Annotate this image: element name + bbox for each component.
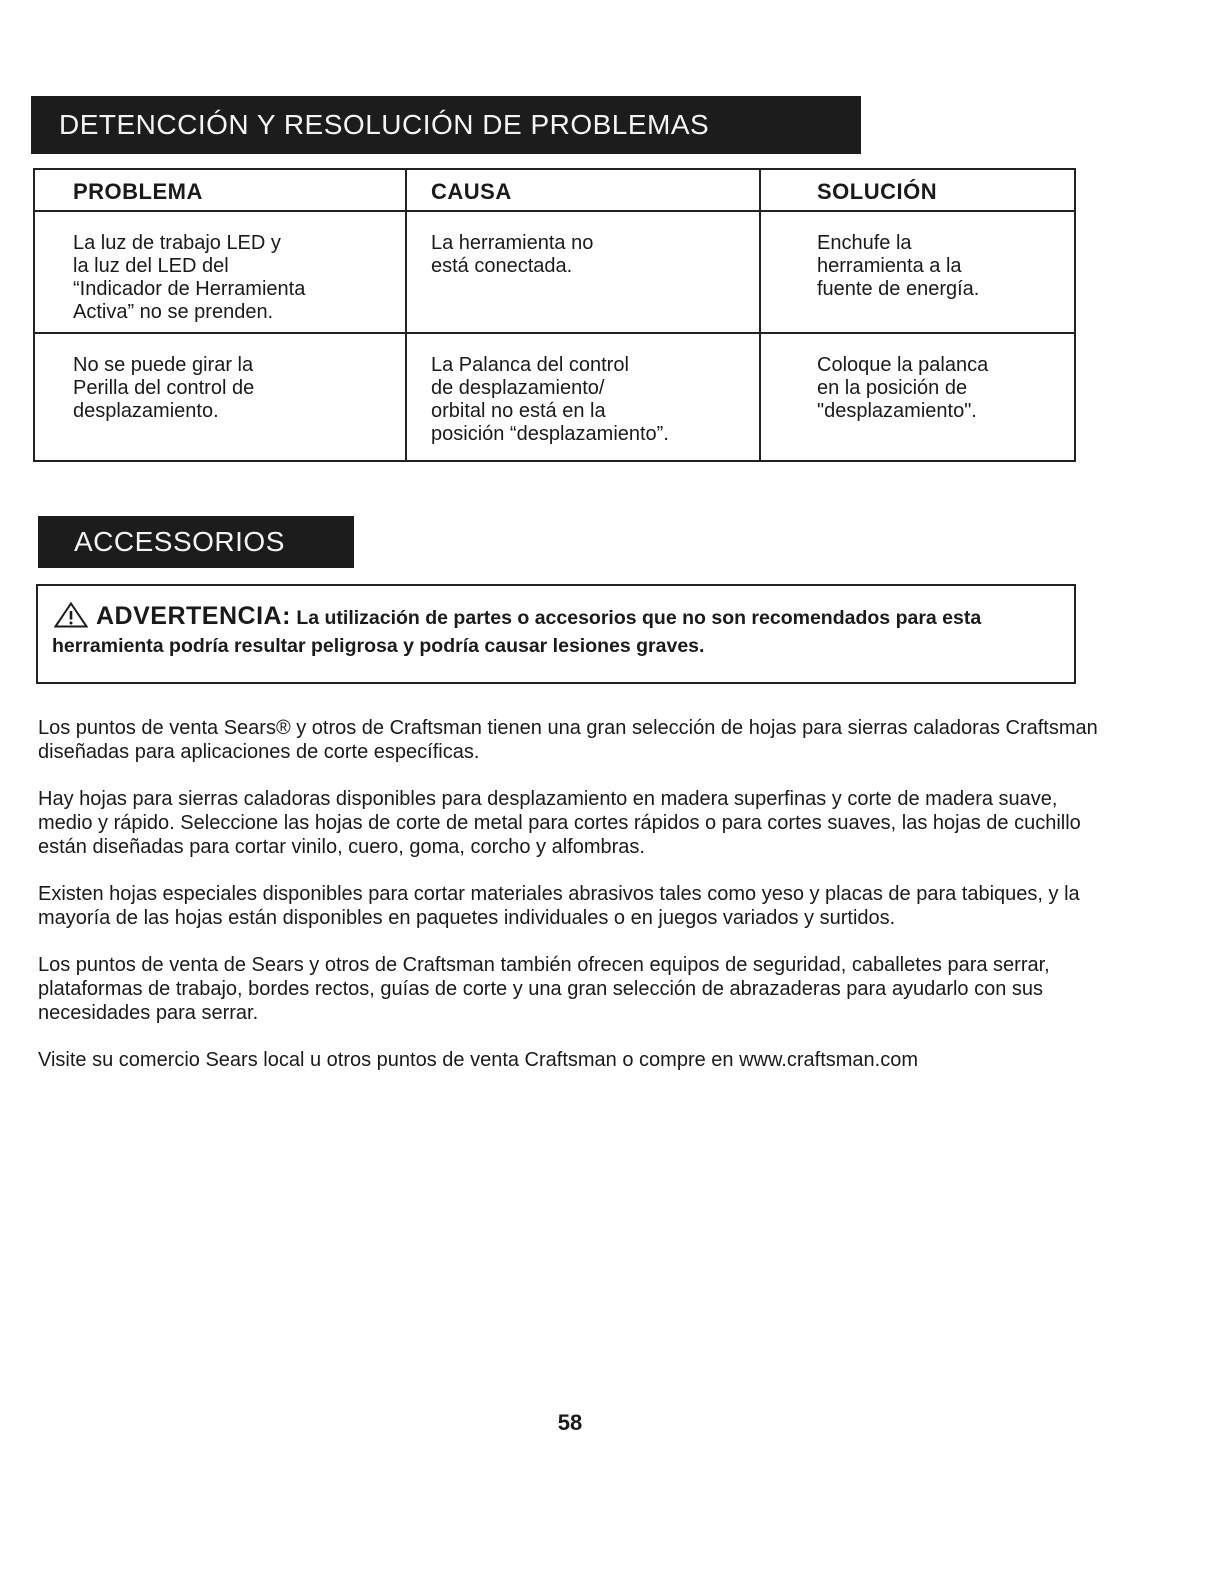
- paragraph-1: Los puntos de venta Sears® y otros de Craftsman tienen una gran selección de hojas para sierras caladoras Craftsman diseñadas para aplicaciones de corte específicas.: [38, 717, 1098, 763]
- accessories-banner: [38, 516, 354, 568]
- header-cause: CAUSA: [406, 169, 760, 211]
- row-2-cause: La Palanca del control de desplazamiento/ orbital no está en la posición “desplazamiento”.: [406, 333, 760, 461]
- row-1-cause: La herramienta no está conectada.: [406, 211, 760, 333]
- troubleshooting-table: [33, 168, 1076, 462]
- header-problem: PROBLEMA: [34, 169, 406, 211]
- table-row: [34, 211, 1075, 333]
- troubleshooting-banner: [31, 96, 861, 154]
- table-header-row: [34, 169, 1075, 211]
- accessories-body: [38, 716, 1098, 1095]
- paragraph-2: Hay hojas para sierras caladoras disponibles para desplazamiento en madera superfinas y corte de madera suave, medio y rápido. Seleccione las hojas de corte de metal para cortes rápidos o para cortes suaves, las hojas de cuchillo están diseñadas para cortar vinilo, cuero, goma, corcho y alfombras.: [38, 788, 1081, 858]
- header-solution: SOLUCIÓN: [760, 169, 1075, 211]
- row-2-solution: Coloque la palanca en la posición de "desplazamiento".: [760, 333, 1075, 461]
- paragraph-4: Los puntos de venta de Sears y otros de Craftsman también ofrecen equipos de seguridad, caballetes para serrar, plataformas de trabajo, bordes rectos, guías de corte y una gran selección de abrazaderas para ayudarlo con sus necesidades para serrar.: [38, 954, 1050, 1024]
- row-1-solution: Enchufe la herramienta a la fuente de energía.: [760, 211, 1075, 333]
- paragraph-3: Existen hojas especiales disponibles para cortar materiales abrasivos tales como yeso y placas de para tabiques, y la mayoría de las hojas están disponibles en paquetes individuales o en juegos variados y surtidos.: [38, 883, 1080, 929]
- page-number: 58: [557, 1410, 583, 1435]
- row-1-problem: La luz de trabajo LED y la luz del LED del “Indicador de Herramienta Activa” no se prenden.: [34, 211, 406, 333]
- warning-triangle-icon: [54, 602, 88, 634]
- row-2-problem: No se puede girar la Perilla del control de desplazamiento.: [34, 333, 406, 461]
- warning-label: ADVERTENCIA:: [96, 602, 291, 630]
- paragraph-5: Visite su comercio Sears local u otros puntos de venta Craftsman o compre en www.craftsman.com: [38, 1049, 919, 1071]
- warning-text: La utilización de partes o accesorios que no son recomendados para esta herramienta podría resultar peligrosa y podría causar lesiones graves.: [52, 607, 982, 657]
- accessories-title: ACCESSORIOS: [74, 526, 285, 557]
- warning-box: [36, 584, 1076, 684]
- table-row: [34, 333, 1075, 461]
- troubleshooting-title: DETENCCIÓN Y RESOLUCIÓN DE PROBLEMAS: [59, 109, 710, 140]
